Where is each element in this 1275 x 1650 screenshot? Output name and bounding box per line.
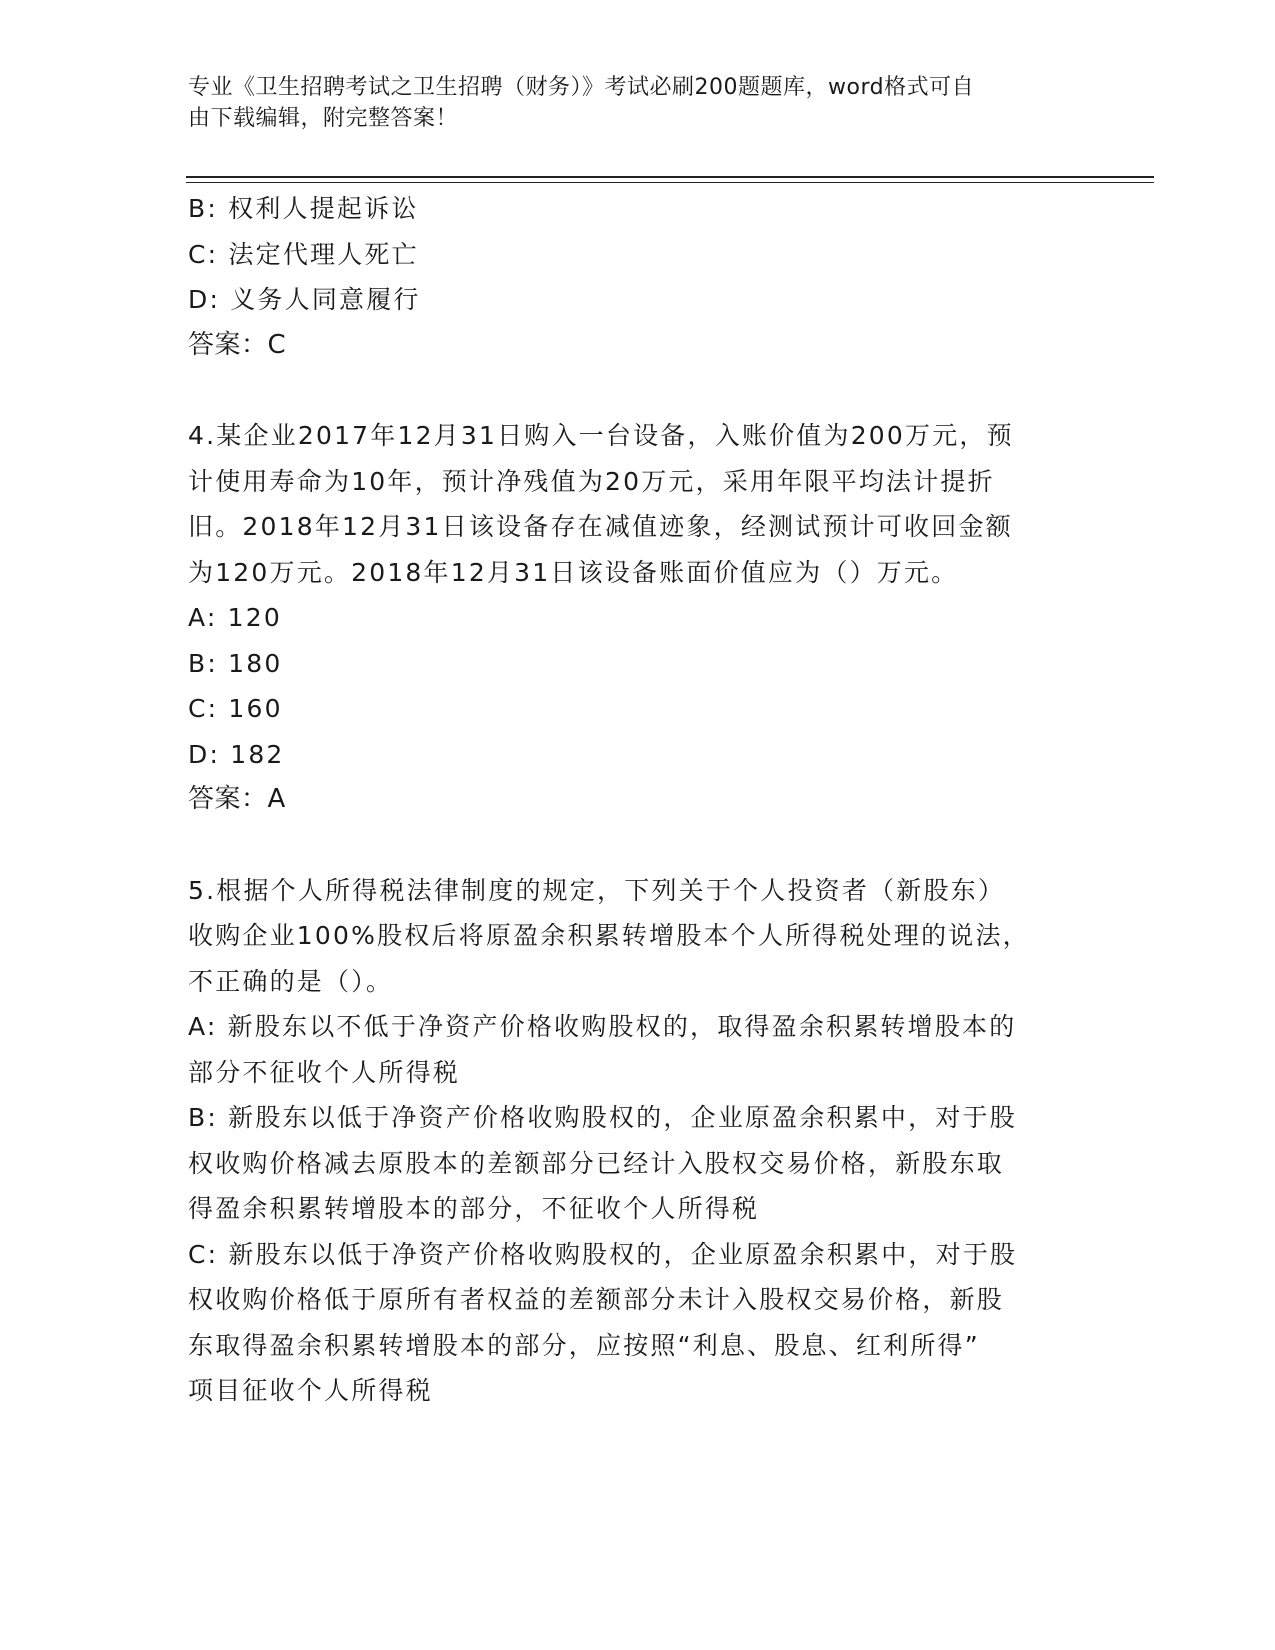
question-5-stem-line: 不正确的是（）。 — [188, 966, 394, 996]
question-body — [188, 186, 1068, 1414]
question-4-option-d: D: 182 — [188, 739, 285, 769]
question-4-stem-line: 为120万元。2018年12月31日该设备账面价值应为（）万元。 — [188, 557, 959, 587]
question-5 — [188, 868, 1068, 1414]
question-4-stem-line: 4.某企业2017年12月31日购入一台设备，入账价值为200万元，预 — [188, 421, 1014, 450]
option-c: C: 法定代理人死亡 — [188, 239, 419, 269]
header-line-2: 由下载编辑，附完整答案！ — [188, 106, 459, 131]
question-4-option-a: A: 120 — [188, 603, 282, 632]
question-5-option-b-line: 得盈余积累转增股本的部分，不征收个人所得税 — [188, 1194, 760, 1223]
spacer — [188, 823, 1068, 868]
document-header — [188, 72, 1068, 134]
question-4-answer: 答案：A — [188, 784, 286, 814]
prev-question-answer: 答案：C — [188, 329, 287, 360]
question-4-stem-line: 旧。2018年12月31日该设备存在减值迹象，经测试预计可收回金额 — [188, 512, 1013, 541]
prev-question-options — [188, 186, 1068, 323]
question-5-option-b-line: 权收购价格减去原股本的差额部分已经计入股权交易价格，新股东取 — [188, 1148, 1005, 1178]
question-5-stem-line: 收购企业100%股权后将原盈余积累转增股本个人所得税处理的说法， — [188, 921, 1030, 950]
question-5-option-b-line: B: 新股东以低于净资产价格收购股权的，企业原盈余积累中，对于股 — [188, 1103, 1017, 1132]
header-rule-thick — [186, 176, 1154, 178]
option-d: D: 义务人同意履行 — [188, 285, 421, 314]
question-5-option-c-line: C: 新股东以低于净资产价格收购股权的，企业原盈余积累中，对于股 — [188, 1239, 1018, 1269]
question-5-option-c-line: 权收购价格低于原所有者权益的差额部分未计入股权交易价格，新股 — [188, 1285, 1005, 1314]
spacer — [188, 368, 1068, 413]
question-4-stem-line: 计使用寿命为10年，预计净残值为20万元，采用年限平均法计提折 — [188, 466, 995, 496]
question-4 — [188, 413, 1068, 823]
question-4-option-c: C: 160 — [188, 694, 283, 723]
question-5-option-a-line: A: 新股东以不低于净资产价格收购股权的，取得盈余积累转增股本的 — [188, 1012, 1017, 1041]
question-5-option-a-line: 部分不征收个人所得税 — [188, 1057, 461, 1087]
question-4-option-b: B: 180 — [188, 648, 283, 678]
header-rule-thin — [186, 182, 1154, 183]
question-5-stem-line: 5.根据个人所得税法律制度的规定，下列关于个人投资者（新股东） — [188, 875, 1006, 905]
option-b: B: 权利人提起诉讼 — [188, 194, 419, 223]
question-5-option-c-line: 项目征收个人所得税 — [188, 1376, 433, 1405]
question-5-option-c-line: 东取得盈余积累转增股本的部分，应按照“利息、股息、红利所得” — [188, 1330, 980, 1360]
header-line-1: 专业《卫生招聘考试之卫生招聘（财务）》考试必刷200题题库，word格式可自 — [188, 75, 975, 100]
